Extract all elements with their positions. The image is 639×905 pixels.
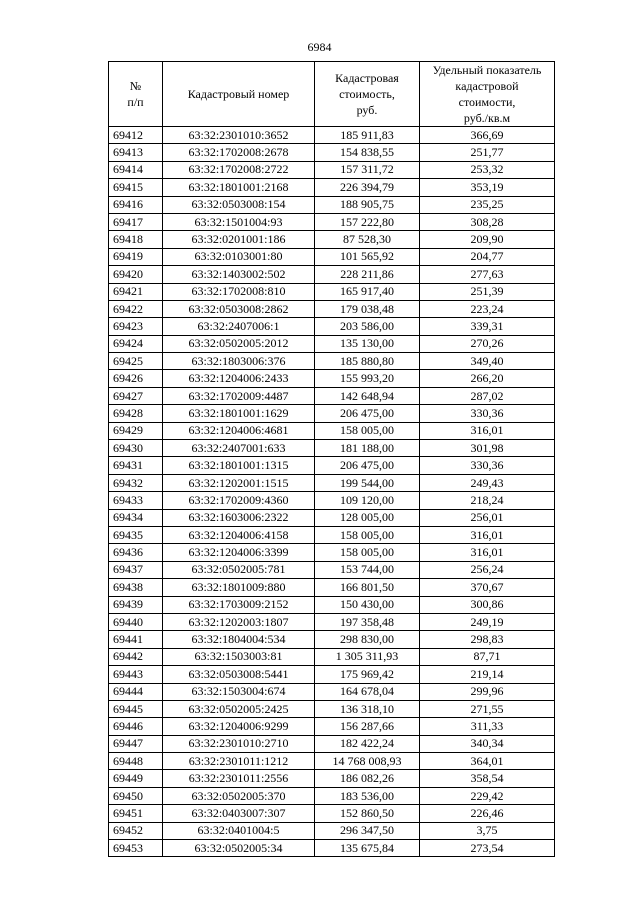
row-number-cell: 69444 bbox=[109, 683, 163, 700]
cadastral-cost-cell: 158 005,00 bbox=[315, 422, 420, 439]
row-number-cell: 69451 bbox=[109, 805, 163, 822]
cadastral-cost-cell: 1 305 311,93 bbox=[315, 648, 420, 665]
row-number-cell: 69449 bbox=[109, 770, 163, 787]
cadastral-cost-cell: 14 768 008,93 bbox=[315, 753, 420, 770]
cadastral-number-cell: 63:32:1204006:4681 bbox=[163, 422, 315, 439]
cadastral-number-cell: 63:32:1702008:2722 bbox=[163, 161, 315, 178]
cadastral-cost-cell: 179 038,48 bbox=[315, 300, 420, 317]
table-body bbox=[109, 127, 555, 857]
cadastral-table bbox=[108, 61, 555, 857]
cadastral-number-cell: 63:32:1501004:93 bbox=[163, 213, 315, 230]
specific-value-cell: 287,02 bbox=[420, 387, 555, 404]
cadastral-cost-cell: 186 082,26 bbox=[315, 770, 420, 787]
cadastral-number-cell: 63:32:1702008:810 bbox=[163, 283, 315, 300]
cadastral-number-cell: 63:32:0502005:370 bbox=[163, 787, 315, 804]
table-row bbox=[109, 561, 555, 578]
cadastral-number-cell: 63:32:0502005:2425 bbox=[163, 700, 315, 717]
cadastral-number-cell: 63:32:0502005:34 bbox=[163, 840, 315, 857]
row-number-cell: 69447 bbox=[109, 735, 163, 752]
row-number-cell: 69432 bbox=[109, 474, 163, 491]
cadastral-number-cell: 63:32:1801009:880 bbox=[163, 579, 315, 596]
table-row bbox=[109, 300, 555, 317]
specific-value-cell: 271,55 bbox=[420, 700, 555, 717]
row-number-cell: 69421 bbox=[109, 283, 163, 300]
row-number-cell: 69440 bbox=[109, 613, 163, 630]
table-row bbox=[109, 248, 555, 265]
header-cost-line: руб. bbox=[356, 103, 378, 117]
cadastral-number-cell: 63:32:1204006:2433 bbox=[163, 370, 315, 387]
cadastral-number-cell: 63:32:1204006:3399 bbox=[163, 544, 315, 561]
cadastral-cost-cell: 152 860,50 bbox=[315, 805, 420, 822]
row-number-cell: 69417 bbox=[109, 213, 163, 230]
cadastral-cost-cell: 188 905,75 bbox=[315, 196, 420, 213]
cadastral-number-cell: 63:32:2407006:1 bbox=[163, 318, 315, 335]
row-number-cell: 69427 bbox=[109, 387, 163, 404]
cadastral-number-cell: 63:32:2301011:1212 bbox=[163, 753, 315, 770]
table-row bbox=[109, 231, 555, 248]
specific-value-cell: 364,01 bbox=[420, 753, 555, 770]
row-number-cell: 69446 bbox=[109, 718, 163, 735]
cadastral-cost-cell: 185 880,80 bbox=[315, 353, 420, 370]
cadastral-number-cell: 63:32:2301011:2556 bbox=[163, 770, 315, 787]
table-row bbox=[109, 718, 555, 735]
specific-value-cell: 330,36 bbox=[420, 405, 555, 422]
specific-value-cell: 370,67 bbox=[420, 579, 555, 596]
row-number-cell: 69419 bbox=[109, 248, 163, 265]
cadastral-number-cell: 63:32:1801001:1315 bbox=[163, 457, 315, 474]
cadastral-number-cell: 63:32:2407001:633 bbox=[163, 440, 315, 457]
row-number-cell: 69434 bbox=[109, 509, 163, 526]
specific-value-cell: 277,63 bbox=[420, 266, 555, 283]
specific-value-cell: 358,54 bbox=[420, 770, 555, 787]
table-row bbox=[109, 283, 555, 300]
table-row bbox=[109, 683, 555, 700]
table-row bbox=[109, 353, 555, 370]
header-cost-line: стоимость, bbox=[339, 87, 395, 101]
row-number-cell: 69426 bbox=[109, 370, 163, 387]
cadastral-number-cell: 63:32:1503003:81 bbox=[163, 648, 315, 665]
specific-value-cell: 266,20 bbox=[420, 370, 555, 387]
cadastral-number-cell: 63:32:1804004:534 bbox=[163, 631, 315, 648]
row-number-cell: 69416 bbox=[109, 196, 163, 213]
cadastral-cost-cell: 154 838,55 bbox=[315, 144, 420, 161]
specific-value-cell: 298,83 bbox=[420, 631, 555, 648]
cadastral-number-cell: 63:32:0403007:307 bbox=[163, 805, 315, 822]
specific-value-cell: 316,01 bbox=[420, 422, 555, 439]
table-row bbox=[109, 648, 555, 665]
cadastral-cost-cell: 155 993,20 bbox=[315, 370, 420, 387]
cadastral-number-cell: 63:32:1803006:376 bbox=[163, 353, 315, 370]
cadastral-cost-cell: 182 422,24 bbox=[315, 735, 420, 752]
cadastral-cost-cell: 206 475,00 bbox=[315, 457, 420, 474]
row-number-cell: 69424 bbox=[109, 335, 163, 352]
table-row bbox=[109, 509, 555, 526]
row-number-cell: 69418 bbox=[109, 231, 163, 248]
cadastral-cost-cell: 87 528,30 bbox=[315, 231, 420, 248]
row-number-cell: 69412 bbox=[109, 127, 163, 144]
row-number-cell: 69414 bbox=[109, 161, 163, 178]
cadastral-cost-cell: 181 188,00 bbox=[315, 440, 420, 457]
specific-value-cell: 209,90 bbox=[420, 231, 555, 248]
table-row bbox=[109, 735, 555, 752]
table-row bbox=[109, 213, 555, 230]
row-number-cell: 69441 bbox=[109, 631, 163, 648]
cadastral-cost-cell: 136 318,10 bbox=[315, 700, 420, 717]
header-specific-line: стоимости, bbox=[458, 95, 516, 109]
specific-value-cell: 270,26 bbox=[420, 335, 555, 352]
specific-value-cell: 253,32 bbox=[420, 161, 555, 178]
cadastral-cost-cell: 183 536,00 bbox=[315, 787, 420, 804]
row-number-cell: 69453 bbox=[109, 840, 163, 857]
row-number-cell: 69445 bbox=[109, 700, 163, 717]
row-number-cell: 69415 bbox=[109, 179, 163, 196]
cadastral-cost-cell: 156 287,66 bbox=[315, 718, 420, 735]
cadastral-number-cell: 63:32:2301010:2710 bbox=[163, 735, 315, 752]
row-number-cell: 69437 bbox=[109, 561, 163, 578]
cadastral-cost-cell: 142 648,94 bbox=[315, 387, 420, 404]
table-row bbox=[109, 387, 555, 404]
specific-value-cell: 308,28 bbox=[420, 213, 555, 230]
row-number-cell: 69448 bbox=[109, 753, 163, 770]
row-number-cell: 69438 bbox=[109, 579, 163, 596]
specific-value-cell: 226,46 bbox=[420, 805, 555, 822]
specific-value-cell: 235,25 bbox=[420, 196, 555, 213]
header-cadastral-number bbox=[163, 62, 315, 127]
row-number-cell: 69430 bbox=[109, 440, 163, 457]
table-row bbox=[109, 840, 555, 857]
specific-value-cell: 251,77 bbox=[420, 144, 555, 161]
specific-value-cell: 256,24 bbox=[420, 561, 555, 578]
table-row bbox=[109, 805, 555, 822]
cadastral-cost-cell: 166 801,50 bbox=[315, 579, 420, 596]
cadastral-cost-cell: 185 911,83 bbox=[315, 127, 420, 144]
specific-value-cell: 249,43 bbox=[420, 474, 555, 491]
table-row bbox=[109, 492, 555, 509]
header-specific-line: кадастровой bbox=[455, 79, 519, 93]
cadastral-number-cell: 63:32:1801001:2168 bbox=[163, 179, 315, 196]
page-number: 6984 bbox=[307, 40, 332, 54]
cadastral-number-cell: 63:32:1702009:4487 bbox=[163, 387, 315, 404]
cadastral-cost-cell: 175 969,42 bbox=[315, 666, 420, 683]
row-number-cell: 69436 bbox=[109, 544, 163, 561]
cadastral-cost-cell: 197 358,48 bbox=[315, 613, 420, 630]
specific-value-cell: 3,75 bbox=[420, 822, 555, 839]
table-row bbox=[109, 787, 555, 804]
table-row bbox=[109, 405, 555, 422]
specific-value-cell: 316,01 bbox=[420, 544, 555, 561]
table-row bbox=[109, 753, 555, 770]
specific-value-cell: 87,71 bbox=[420, 648, 555, 665]
row-number-cell: 69423 bbox=[109, 318, 163, 335]
cadastral-number-cell: 63:32:1703009:2152 bbox=[163, 596, 315, 613]
table-row bbox=[109, 579, 555, 596]
cadastral-cost-cell: 109 120,00 bbox=[315, 492, 420, 509]
table-row bbox=[109, 457, 555, 474]
table-row bbox=[109, 700, 555, 717]
table-row bbox=[109, 440, 555, 457]
row-number-cell: 69433 bbox=[109, 492, 163, 509]
cadastral-cost-cell: 157 311,72 bbox=[315, 161, 420, 178]
cadastral-number-cell: 63:32:1202003:1807 bbox=[163, 613, 315, 630]
cadastral-cost-cell: 206 475,00 bbox=[315, 405, 420, 422]
cadastral-cost-cell: 101 565,92 bbox=[315, 248, 420, 265]
specific-value-cell: 300,86 bbox=[420, 596, 555, 613]
cadastral-number-cell: 63:32:0503008:5441 bbox=[163, 666, 315, 683]
table-row bbox=[109, 370, 555, 387]
cadastral-number-cell: 63:32:2301010:3652 bbox=[163, 127, 315, 144]
row-number-cell: 69431 bbox=[109, 457, 163, 474]
header-number-line: п/п bbox=[127, 95, 144, 109]
row-number-cell: 69420 bbox=[109, 266, 163, 283]
table-row bbox=[109, 596, 555, 613]
header-specific-line: Удельный показатель bbox=[432, 63, 542, 77]
specific-value-cell: 340,34 bbox=[420, 735, 555, 752]
row-number-cell: 69428 bbox=[109, 405, 163, 422]
row-number-cell: 69413 bbox=[109, 144, 163, 161]
specific-value-cell: 251,39 bbox=[420, 283, 555, 300]
row-number-cell: 69422 bbox=[109, 300, 163, 317]
cadastral-cost-cell: 226 394,79 bbox=[315, 179, 420, 196]
specific-value-cell: 219,14 bbox=[420, 666, 555, 683]
cadastral-number-cell: 63:32:1202001:1515 bbox=[163, 474, 315, 491]
cadastral-cost-cell: 203 586,00 bbox=[315, 318, 420, 335]
row-number-cell: 69450 bbox=[109, 787, 163, 804]
specific-value-cell: 311,33 bbox=[420, 718, 555, 735]
specific-value-cell: 223,24 bbox=[420, 300, 555, 317]
table-header-row bbox=[109, 62, 555, 127]
cadastral-cost-cell: 228 211,86 bbox=[315, 266, 420, 283]
specific-value-cell: 204,77 bbox=[420, 248, 555, 265]
cadastral-cost-cell: 150 430,00 bbox=[315, 596, 420, 613]
cadastral-number-cell: 63:32:1403002:502 bbox=[163, 266, 315, 283]
header-specific-line: руб./кв.м bbox=[463, 111, 511, 125]
header-number bbox=[109, 62, 163, 127]
table-row bbox=[109, 127, 555, 144]
row-number-cell: 69435 bbox=[109, 526, 163, 543]
table-row bbox=[109, 613, 555, 630]
row-number-cell: 69439 bbox=[109, 596, 163, 613]
cadastral-number-cell: 63:32:0503008:2862 bbox=[163, 300, 315, 317]
cadastral-cost-cell: 153 744,00 bbox=[315, 561, 420, 578]
cadastral-cost-cell: 135 130,00 bbox=[315, 335, 420, 352]
cadastral-cost-cell: 158 005,00 bbox=[315, 544, 420, 561]
cadastral-cost-cell: 165 917,40 bbox=[315, 283, 420, 300]
table-row bbox=[109, 318, 555, 335]
row-number-cell: 69452 bbox=[109, 822, 163, 839]
row-number-cell: 69442 bbox=[109, 648, 163, 665]
table-row bbox=[109, 144, 555, 161]
specific-value-cell: 249,19 bbox=[420, 613, 555, 630]
specific-value-cell: 330,36 bbox=[420, 457, 555, 474]
table-row bbox=[109, 526, 555, 543]
cadastral-cost-cell: 296 347,50 bbox=[315, 822, 420, 839]
table-row bbox=[109, 474, 555, 491]
table-row bbox=[109, 266, 555, 283]
cadastral-number-cell: 63:32:1801001:1629 bbox=[163, 405, 315, 422]
cadastral-cost-cell: 135 675,84 bbox=[315, 840, 420, 857]
cadastral-cost-cell: 164 678,04 bbox=[315, 683, 420, 700]
table-row bbox=[109, 770, 555, 787]
header-specific-value bbox=[420, 62, 555, 127]
header-number-line: № bbox=[129, 79, 142, 93]
cadastral-number-cell: 63:32:1503004:674 bbox=[163, 683, 315, 700]
row-number-cell: 69429 bbox=[109, 422, 163, 439]
cadastral-number-cell: 63:32:1702008:2678 bbox=[163, 144, 315, 161]
cadastral-number-cell: 63:32:1702009:4360 bbox=[163, 492, 315, 509]
cadastral-cost-cell: 158 005,00 bbox=[315, 526, 420, 543]
table-row bbox=[109, 544, 555, 561]
specific-value-cell: 273,54 bbox=[420, 840, 555, 857]
row-number-cell: 69443 bbox=[109, 666, 163, 683]
cadastral-cost-cell: 298 830,00 bbox=[315, 631, 420, 648]
specific-value-cell: 366,69 bbox=[420, 127, 555, 144]
header-cadastral-cost bbox=[315, 62, 420, 127]
table-row bbox=[109, 196, 555, 213]
cadastral-number-cell: 63:32:0201001:186 bbox=[163, 231, 315, 248]
cadastral-number-cell: 63:32:1204006:4158 bbox=[163, 526, 315, 543]
cadastral-number-cell: 63:32:0503008:154 bbox=[163, 196, 315, 213]
header-cost-line: Кадастровая bbox=[335, 71, 399, 85]
specific-value-cell: 299,96 bbox=[420, 683, 555, 700]
cadastral-number-cell: 63:32:0401004:5 bbox=[163, 822, 315, 839]
table-row bbox=[109, 631, 555, 648]
table-row bbox=[109, 161, 555, 178]
cadastral-cost-cell: 157 222,80 bbox=[315, 213, 420, 230]
specific-value-cell: 316,01 bbox=[420, 526, 555, 543]
specific-value-cell: 301,98 bbox=[420, 440, 555, 457]
specific-value-cell: 218,24 bbox=[420, 492, 555, 509]
cadastral-number-cell: 63:32:1603006:2322 bbox=[163, 509, 315, 526]
specific-value-cell: 349,40 bbox=[420, 353, 555, 370]
table-row bbox=[109, 666, 555, 683]
cadastral-number-cell: 63:32:0502005:781 bbox=[163, 561, 315, 578]
table-row bbox=[109, 335, 555, 352]
table-row bbox=[109, 422, 555, 439]
table-row bbox=[109, 179, 555, 196]
cadastral-number-cell: 63:32:0502005:2012 bbox=[163, 335, 315, 352]
specific-value-cell: 339,31 bbox=[420, 318, 555, 335]
cadastral-cost-cell: 128 005,00 bbox=[315, 509, 420, 526]
header-cadastral-line: Кадастровый номер bbox=[187, 87, 290, 101]
cadastral-cost-cell: 199 544,00 bbox=[315, 474, 420, 491]
cadastral-number-cell: 63:32:1204006:9299 bbox=[163, 718, 315, 735]
specific-value-cell: 353,19 bbox=[420, 179, 555, 196]
specific-value-cell: 229,42 bbox=[420, 787, 555, 804]
table-row bbox=[109, 822, 555, 839]
specific-value-cell: 256,01 bbox=[420, 509, 555, 526]
row-number-cell: 69425 bbox=[109, 353, 163, 370]
cadastral-number-cell: 63:32:0103001:80 bbox=[163, 248, 315, 265]
